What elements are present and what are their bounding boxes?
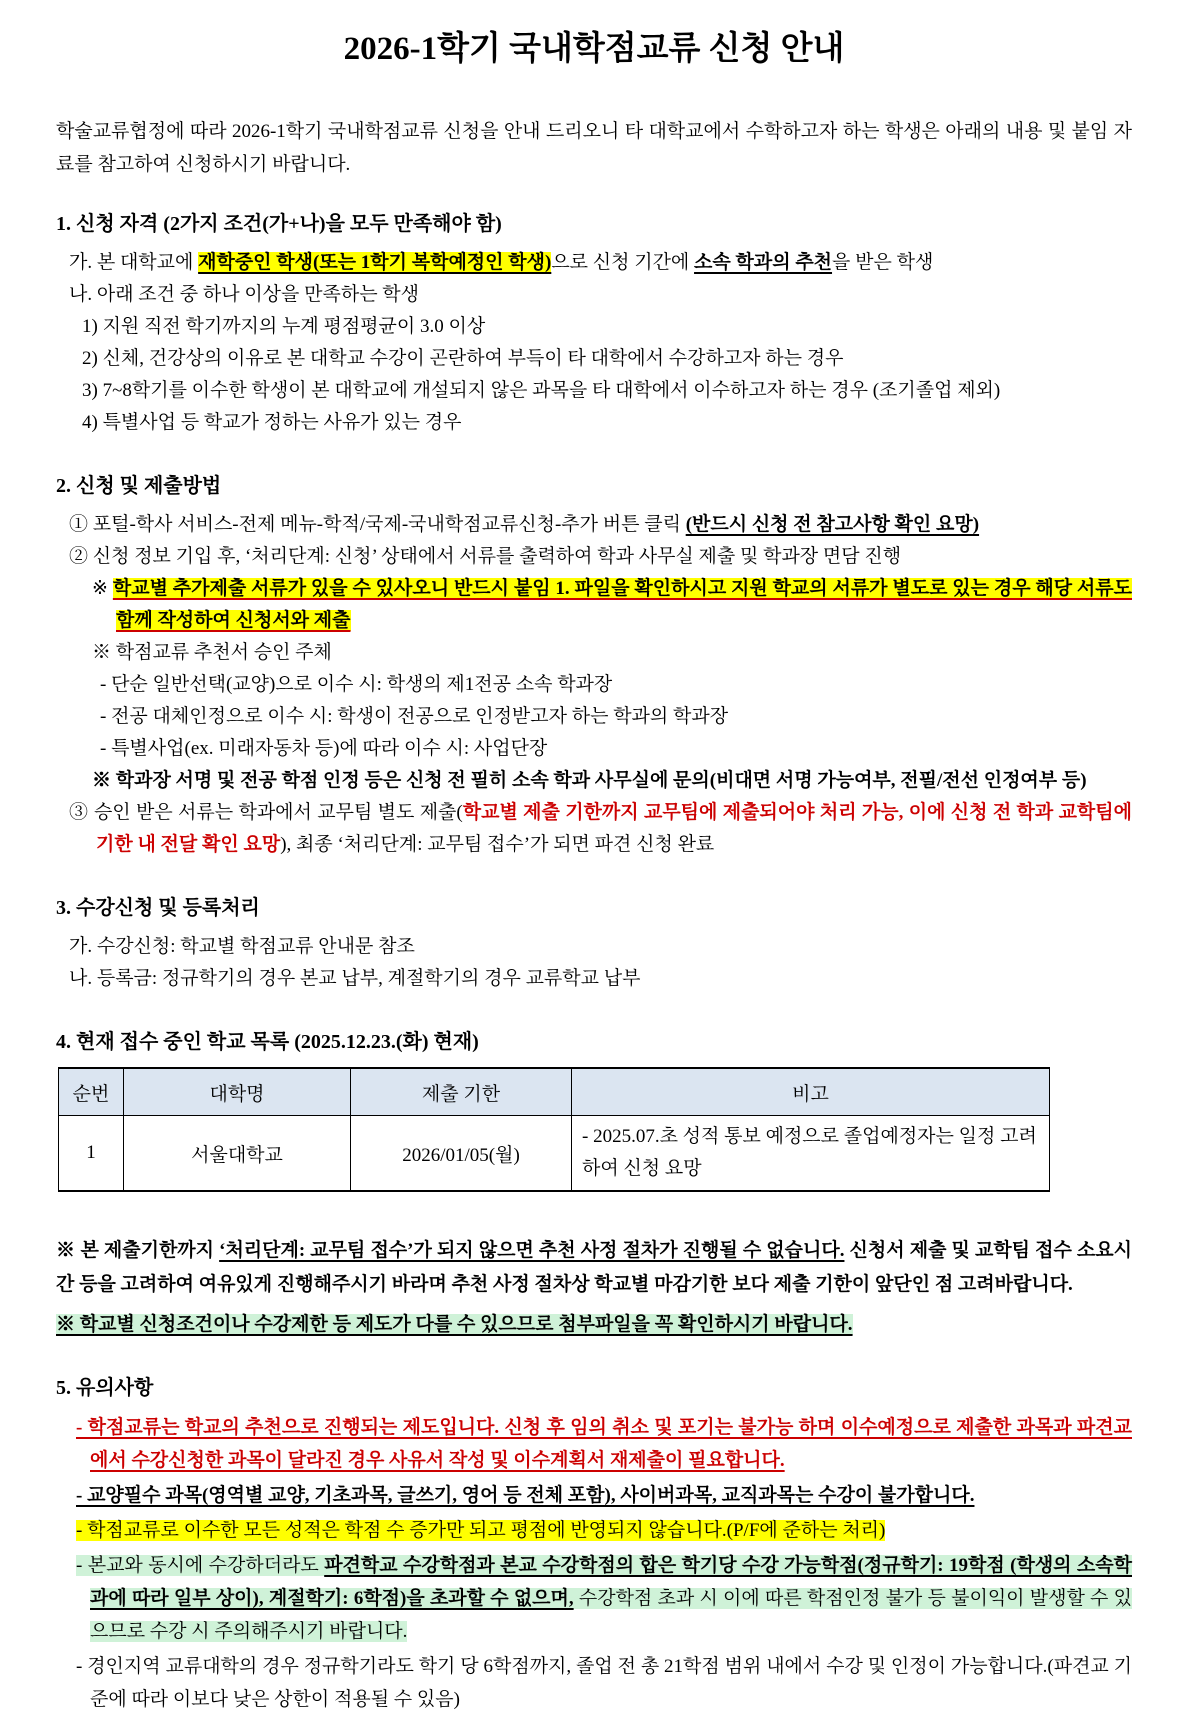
step-3-prefix: ③ 승인 받은 서류는 학과에서 교무팀 별도 제출( <box>69 802 463 823</box>
section-1-item-ga <box>56 247 1132 279</box>
section-1-sub-1: 1) 지원 직전 학기까지의 누계 평점평균이 3.0 이상 <box>82 316 486 337</box>
item-ga-suffix: 을 받은 학생 <box>832 252 934 273</box>
section-3-item-ga: 가. 수강신청: 학교별 학점교류 안내문 참조 <box>69 936 415 957</box>
school-list-table <box>58 1067 1050 1192</box>
table-header-row <box>59 1068 1050 1116</box>
section-2-step-2: ② 신청 정보 기입 후, ‘처리단계: 신청’ 상태에서 서류를 출력하여 학과 사무실 제출 및 학과장 면담 진행 <box>69 546 902 567</box>
note1-prefix: ※ 본 제출기한까지 <box>56 1240 220 1261</box>
table-header-deadline: 제출 기한 <box>351 1068 572 1116</box>
section-2-step-3 <box>56 797 1132 861</box>
cell-remarks: - 2025.07.초 성적 통보 예정으로 졸업예정자는 일정 고려하여 신청 요망 <box>572 1116 1050 1192</box>
note-extra-docs-highlight: 학교별 추가제출 서류가 있을 수 있사오니 반드시 붙임 1. 파일을 확인하시고 지원 학교의 서류가 별도로 있는 경우 해당 서류도 함께 작성하여 신청서와 제출 <box>112 578 1132 631</box>
item-ga-mid: 으로 신청 기간에 <box>551 252 695 273</box>
item-ga-emphasis: 소속 학과의 추천 <box>694 252 833 273</box>
section-2-approver-2: - 전공 대체인정으로 이수 시: 학생이 전공으로 인정받고자 하는 학과의 학과장 <box>100 706 729 727</box>
cell-university-name: 서울대학교 <box>124 1116 351 1192</box>
section-1-sub-4: 4) 특별사업 등 학교가 정하는 사유가 있는 경우 <box>82 412 462 433</box>
section-5-item-1 <box>56 1411 1132 1477</box>
item-1-red-warning: - 학점교류는 학교의 추천으로 진행되는 제도입니다. 신청 후 임의 취소 및 포기는 불가능 하며 이수예정으로 제출한 과목과 파견교에서 수강신청한 과목이 달라진 경우 사유서 작성 및 이수계획서 재제출이 필요합니다. <box>76 1417 1132 1471</box>
table-header-remarks: 비고 <box>572 1068 1050 1116</box>
item-3-yellow-highlight: - 학점교류로 이수한 모든 성적은 학점 수 증가만 되고 평점에 반영되지 않습니다.(P/F에 준하는 처리) <box>76 1520 886 1541</box>
section-3-heading: 3. 수강신청 및 등록처리 <box>56 897 260 919</box>
table-row <box>59 1116 1050 1192</box>
item-ga-prefix: 가. 본 대학교에 <box>69 252 199 273</box>
section-1-item-na: 나. 아래 조건 중 하나 이상을 만족하는 학생 <box>69 284 420 305</box>
section-1-sub-2: 2) 신체, 건강상의 이유로 본 대학교 수강이 곤란하여 부득이 타 대학에서 수강하고자 하는 경우 <box>82 348 844 369</box>
step-1-text: ① 포털-학사 서비스-전제 메뉴-학적/국제-국내학점교류신청-추가 버튼 클릭 <box>69 514 686 535</box>
note1-underlined: ‘처리단계: 교무팀 접수’가 되지 않으면 추천 사정 절차가 진행될 수 없습니다. <box>219 1240 845 1261</box>
section-2-note-extra-docs <box>56 573 1132 637</box>
section-2-note-approver: ※ 학점교류 추천서 승인 주체 <box>92 642 332 663</box>
section-5-item-3 <box>56 1514 1132 1547</box>
section-2-approver-3: - 특별사업(ex. 미래자동차 등)에 따라 이수 시: 사업단장 <box>100 738 548 759</box>
table-header-university: 대학명 <box>124 1068 351 1116</box>
step-3-red-warning: 학교별 제출 기한까지 교무팀에 제출되어야 처리 가능, 이에 신청 전 학과 교학팀에 기한 내 전달 확인 요망 <box>96 802 1132 855</box>
cell-row-number: 1 <box>59 1116 124 1192</box>
deadline-warning-note <box>56 1234 1132 1302</box>
step-1-emphasis: (반드시 신청 전 참고사항 확인 요망) <box>685 514 980 535</box>
item-4-prefix: - 본교와 동시에 수강하더라도 <box>76 1555 325 1576</box>
section-5-item-2 <box>56 1479 1132 1512</box>
section-2-note-signature: ※ 학과장 서명 및 전공 학점 인정 등은 신청 전 필히 소속 학과 사무실에 문의(비대면 서명 가능여부, 전필/전선 인정여부 등) <box>92 770 1087 791</box>
section-2-step-1 <box>56 509 1132 541</box>
section-5-heading: 5. 유의사항 <box>56 1377 154 1399</box>
note1-suffix: 신청서 제출 및 교학팀 접수 소요시간 등을 고려하여 여유있게 진행해주시기 바라며 추천 사정 절차상 학교별 마감기한 보다 제출 기한이 앞단인 점 고려바랍니다. <box>56 1240 1132 1295</box>
step-3-suffix: ), 최종 ‘처리단계: 교무팀 접수’가 되면 파견 신청 완료 <box>280 834 715 855</box>
section-1-heading: 1. 신청 자격 (2가지 조건(가+나)을 모두 만족해야 함) <box>56 213 502 235</box>
section-5-item-5: - 경인지역 교류대학의 경우 정규학기라도 학기 당 6학점까지, 졸업 전 총 21학점 범위 내에서 수강 및 인정이 가능합니다.(파견교 기준에 따라 이보다 낮은 상한이 적용될 수 있음) <box>76 1656 1132 1710</box>
item-4-suffix: 수강학점 초과 시 이에 따른 학점인정 불가 등 불이익이 발생할 수 있으므로 수강 시 주의해주시기 바랍니다. <box>90 1588 1132 1642</box>
section-2-heading: 2. 신청 및 제출방법 <box>56 475 222 497</box>
section-3-item-na: 나. 등록금: 정규학기의 경우 본교 납부, 계절학기의 경우 교류학교 납부 <box>69 968 641 989</box>
intro-paragraph: 학술교류협정에 따라 2026-1학기 국내학점교류 신청을 안내 드리오니 타 대학교에서 수학하고자 하는 학생은 아래의 내용 및 붙임 자료를 참고하여 신청하시기 바랍니다. <box>56 121 1132 175</box>
section-2-approver-1: - 단순 일반선택(교양)으로 이수 시: 학생의 제1전공 소속 학과장 <box>100 674 613 695</box>
doc-title: 2026-1학기 국내학점교류 신청 안내 <box>343 31 845 67</box>
table-header-no: 순번 <box>59 1068 124 1116</box>
item-ga-highlight: 재학중인 학생(또는 1학기 복학예정인 학생) <box>198 252 552 273</box>
attachment-check-highlight: ※ 학교별 신청조건이나 수강제한 등 제도가 다를 수 있으므로 첨부파일을 꼭 확인하시기 바랍니다. <box>56 1314 853 1335</box>
section-4-heading: 4. 현재 접수 중인 학교 목록 (2025.12.23.(화) 현재) <box>56 1031 479 1053</box>
item-4-emphasis: 파견학교 수강학점과 본교 수강학점의 합은 학기당 수강 가능학점(정규학기: 19학점 (학생의 소속학과에 따라 일부 상이), 계절학기: 6학점)을 초과할 수 없으며, <box>90 1555 1132 1609</box>
section-1-sub-3: 3) 7~8학기를 이수한 학생이 본 대학교에 개설되지 않은 과목을 타 대학에서 이수하고자 하는 경우 (조기졸업 제외) <box>82 380 1001 401</box>
cell-deadline: 2026/01/05(월) <box>351 1116 572 1192</box>
item-2-emphasis: - 교양필수 과목(영역별 교양, 기초과목, 글쓰기, 영어 등 전체 포함), 사이버과목, 교직과목는 수강이 불가합니다. <box>76 1485 975 1506</box>
section-5-item-4 <box>56 1549 1132 1648</box>
attachment-check-note <box>56 1308 1132 1341</box>
note-marker: ※ <box>92 578 113 599</box>
